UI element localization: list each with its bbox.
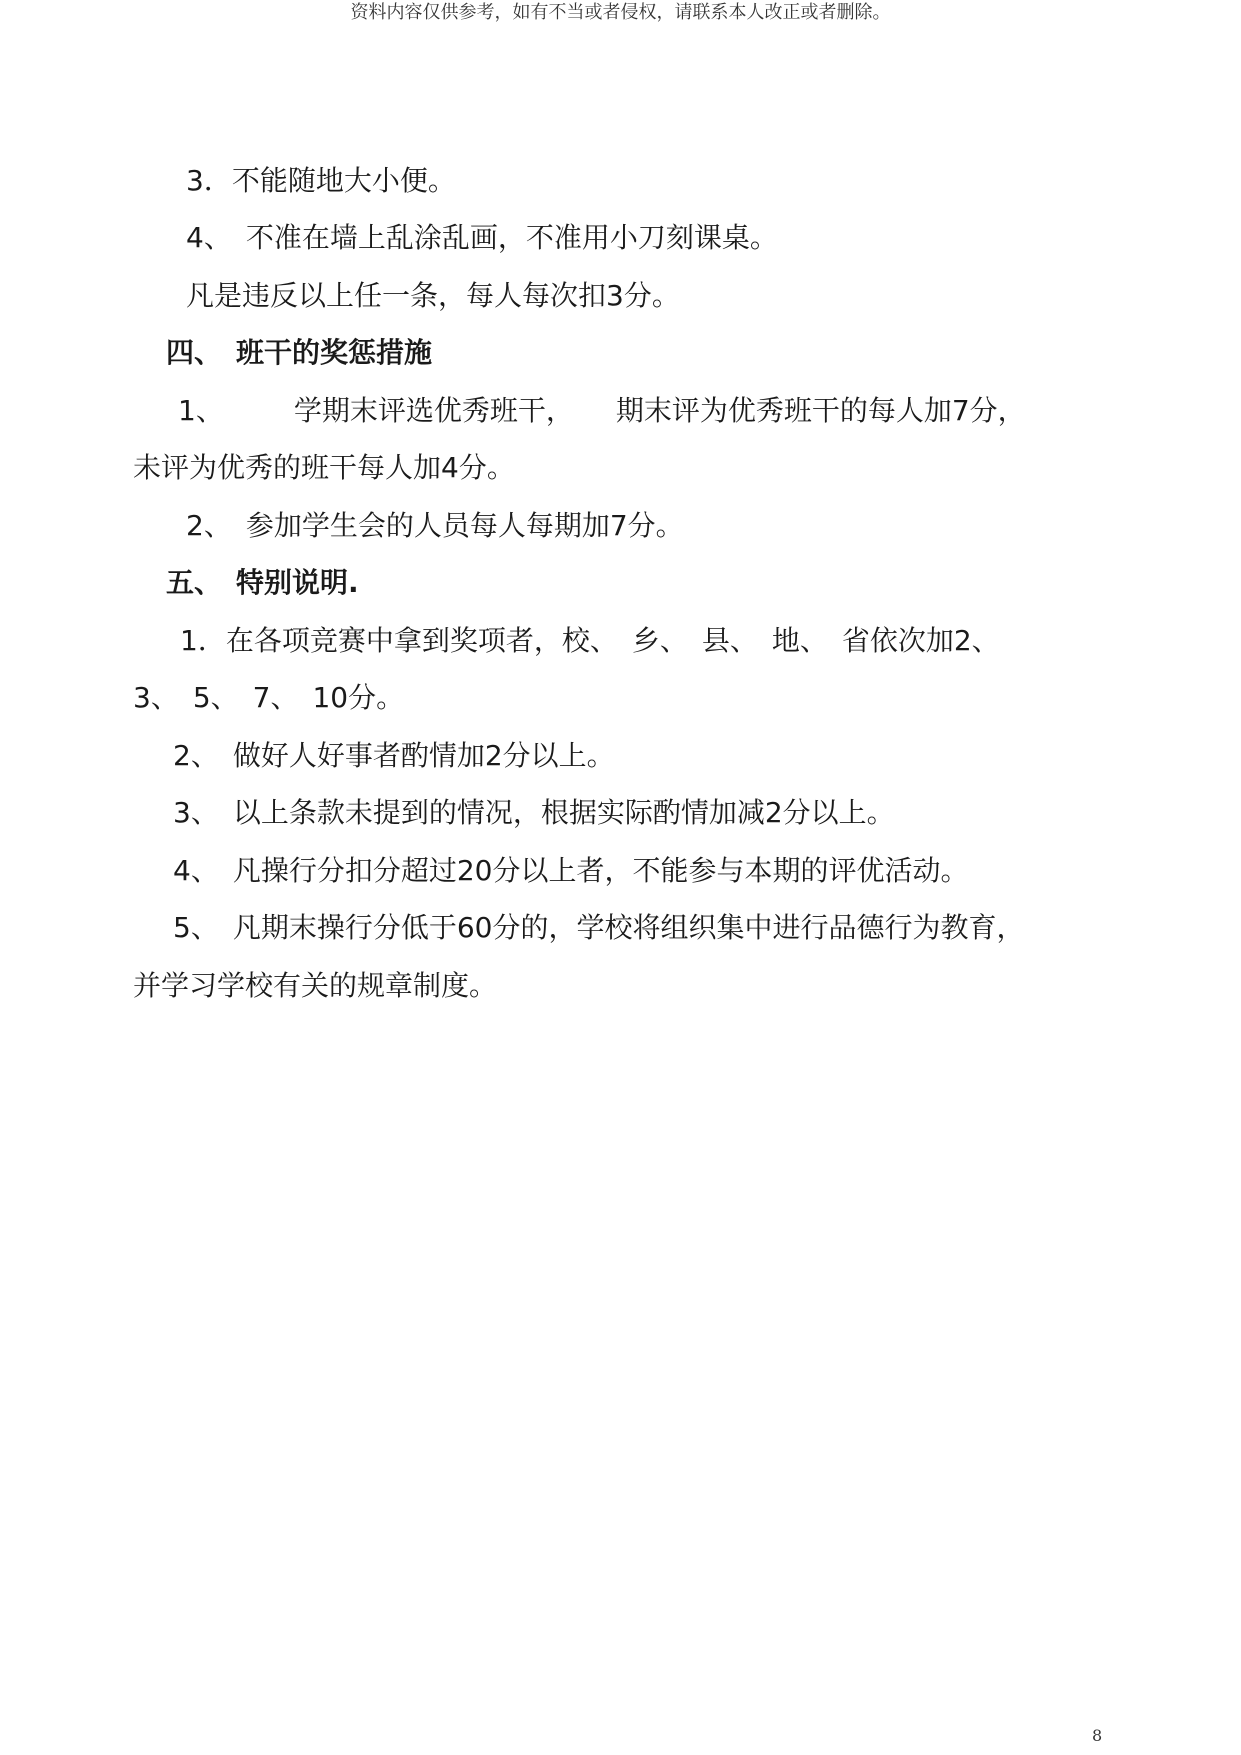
rule-item-4: 4、 不准在墙上乱涂乱画，不准用小刀刻课桌。: [186, 221, 778, 254]
award-item-2: 2、 参加学生会的人员每人每期加7分。: [186, 509, 684, 542]
award-item-1-line2: 未评为优秀的班干每人加4分。: [133, 451, 515, 484]
special-item-5-line2: 并学习学校有关的规章制度。: [133, 969, 498, 1002]
special-item-4: 4、 凡操行分扣分超过20分以上者，不能参与本期的评优活动。: [173, 854, 969, 887]
special-item-1-line1: 1．在各项竞赛中拿到奖项者，校、 乡、 县、 地、 省依次加2、: [180, 624, 1000, 657]
award-item-1-line1: 1、 学期末评选优秀班干， 期末评为优秀班干的每人加7分，: [178, 394, 1026, 427]
page-number: 8: [1092, 1726, 1103, 1745]
special-item-3: 3、 以上条款未提到的情况，根据实际酌情加减2分以上。: [173, 796, 895, 829]
special-item-1-line2: 3、 5、 7、 10分。: [133, 681, 405, 714]
special-item-2: 2、 做好人好事者酌情加2分以上。: [173, 739, 615, 772]
special-item-5-line1: 5、 凡期末操行分低于60分的，学校将组织集中进行品德行为教育，: [173, 911, 1025, 944]
penalty-note: 凡是违反以上任一条，每人每次扣3分。: [186, 279, 680, 312]
disclaimer-header: 资料内容仅供参考，如有不当或者侵权，请联系本人改正或者删除。: [350, 2, 891, 23]
rule-item-3: 3．不能随地大小便。: [186, 164, 456, 197]
section-heading-5: 五、 特别说明.: [166, 566, 359, 599]
section-heading-4: 四、 班干的奖惩措施: [166, 336, 433, 369]
